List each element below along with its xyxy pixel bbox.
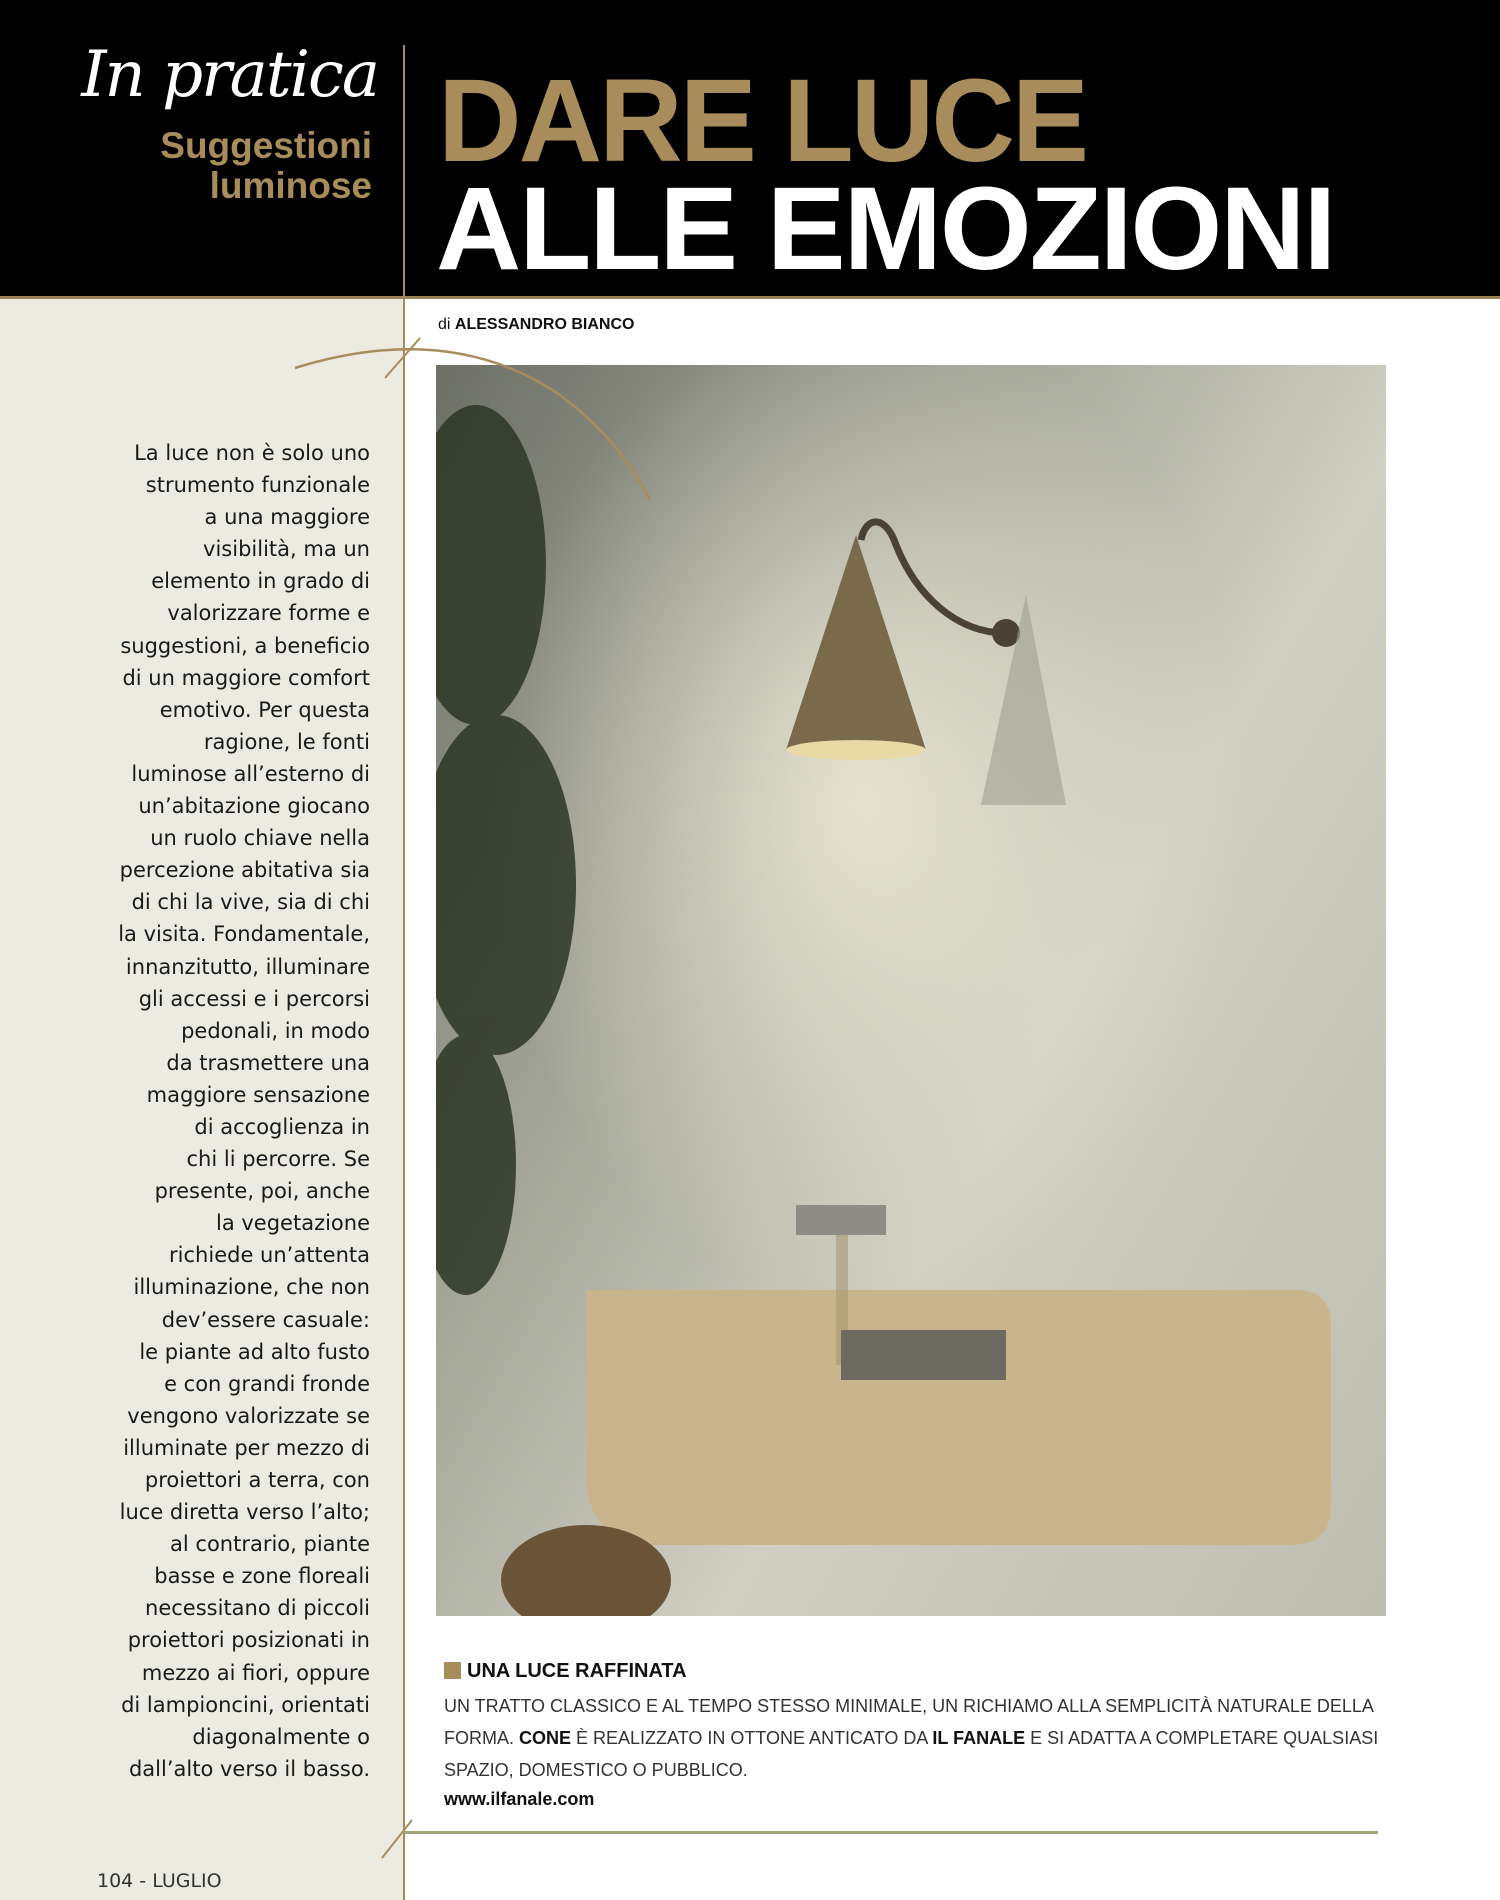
body-line: gli accessi e i percorsi: [138, 986, 370, 1011]
body-line: di lampioncini, orientati: [121, 1692, 370, 1717]
body-line: dall’alto verso il basso.: [128, 1756, 370, 1781]
body-line: elemento in grado di: [151, 569, 370, 594]
body-line: chi li percorre. Se: [186, 1147, 370, 1172]
body-line: proiettori posizionati in: [127, 1628, 370, 1653]
body-text: [60, 437, 370, 1785]
body-line: un’abitazione giocano: [138, 794, 370, 819]
brand-name: IL FANALE: [932, 1728, 1026, 1748]
body-line: al contrario, piante: [170, 1532, 370, 1557]
bottom-rule: [404, 1831, 1378, 1834]
body-line: La luce non è solo uno: [134, 441, 370, 465]
body-line: vengono valorizzate se: [127, 1403, 370, 1428]
body-line: percezione abitativa sia: [119, 858, 370, 883]
body-line: luminose all’esterno di: [131, 761, 370, 786]
body-line: diagonalmente o: [192, 1724, 370, 1749]
headline-line-1: DARE LUCE: [438, 55, 1087, 187]
body-line: di chi la vive, sia di chi: [131, 890, 370, 915]
body-line: suggestioni, a beneficio: [120, 633, 370, 658]
body-line: valorizzare forme e: [167, 601, 370, 626]
body-line: presente, poi, anche: [154, 1179, 370, 1204]
body-line: strumento funzionale: [145, 473, 370, 498]
caption-span: È REALIZZATO IN OTTONE ANTICATO DA: [571, 1728, 933, 1748]
body-line: dev’essere casuale:: [161, 1307, 370, 1332]
body-line: ragione, le fonti: [203, 729, 370, 754]
body-line: proiettori a terra, con: [144, 1468, 370, 1492]
section-subtitle: [40, 126, 372, 206]
gold-square-bullet: [444, 1662, 461, 1679]
body-line: visibilità, ma un: [203, 537, 370, 562]
vertical-divider: [403, 45, 405, 1900]
byline-prefix: di: [438, 316, 451, 333]
body-line: richiede un’attenta: [169, 1243, 370, 1268]
caption-span: E SI ADATTA A COMPLETARE QUALSIASI SPAZIO, DOMESTICO O PUBBLICO.: [444, 1728, 1379, 1780]
product-photo: [436, 365, 1386, 1616]
byline-author: ALESSANDRO BIANCO: [454, 316, 635, 333]
body-line: di accoglienza in: [194, 1114, 370, 1139]
product-name: CONE: [519, 1728, 572, 1748]
body-line: la visita. Fondamentale,: [118, 922, 370, 947]
body-line: luce diretta verso l’alto;: [119, 1500, 370, 1525]
section-kicker: In pratica: [81, 38, 378, 112]
body-line: innanzitutto, illuminare: [125, 954, 370, 979]
caption-span: UN TRATTO CLASSICO E AL TEMPO STESSO MINIMALE, UN RICHIAMO ALLA SEMPLICITÀ NATURALE DELLA FORMA.: [444, 1696, 1373, 1748]
body-line: emotivo. Per questa: [159, 697, 370, 722]
body-line: mezzo ai fiori, oppure: [141, 1660, 370, 1685]
body-line: la vegetazione: [215, 1211, 370, 1236]
body-line: da trasmettere una: [166, 1050, 370, 1075]
body-line: basse e zone floreali: [154, 1564, 370, 1589]
caption-title: [444, 1660, 687, 1683]
page-number: 104 - LUGLIO: [97, 1870, 222, 1892]
body-line: necessitano di piccoli: [145, 1596, 370, 1621]
body-line: di un maggiore comfort: [122, 665, 370, 690]
body-line: illuminate per mezzo di: [123, 1435, 370, 1460]
byline: [438, 316, 634, 334]
body-line: a una maggiore: [204, 505, 370, 530]
body-line: le piante ad alto fusto: [139, 1339, 370, 1364]
subtitle-line: luminose: [209, 165, 372, 206]
subtitle-line: Suggestioni: [160, 125, 372, 166]
body-line: un ruolo chiave nella: [150, 826, 370, 851]
caption-text: [444, 1690, 1384, 1786]
body-line: e con grandi fronde: [164, 1371, 370, 1396]
body-line: pedonali, in modo: [181, 1018, 370, 1043]
body-line: illuminazione, che non: [133, 1275, 370, 1300]
website-link[interactable]: www.ilfanale.com: [444, 1789, 595, 1809]
body-line: maggiore sensazione: [146, 1082, 370, 1107]
headline-line-2: ALLE EMOZIONI: [436, 163, 1335, 295]
caption-title-text: UNA LUCE RAFFINATA: [467, 1660, 687, 1682]
